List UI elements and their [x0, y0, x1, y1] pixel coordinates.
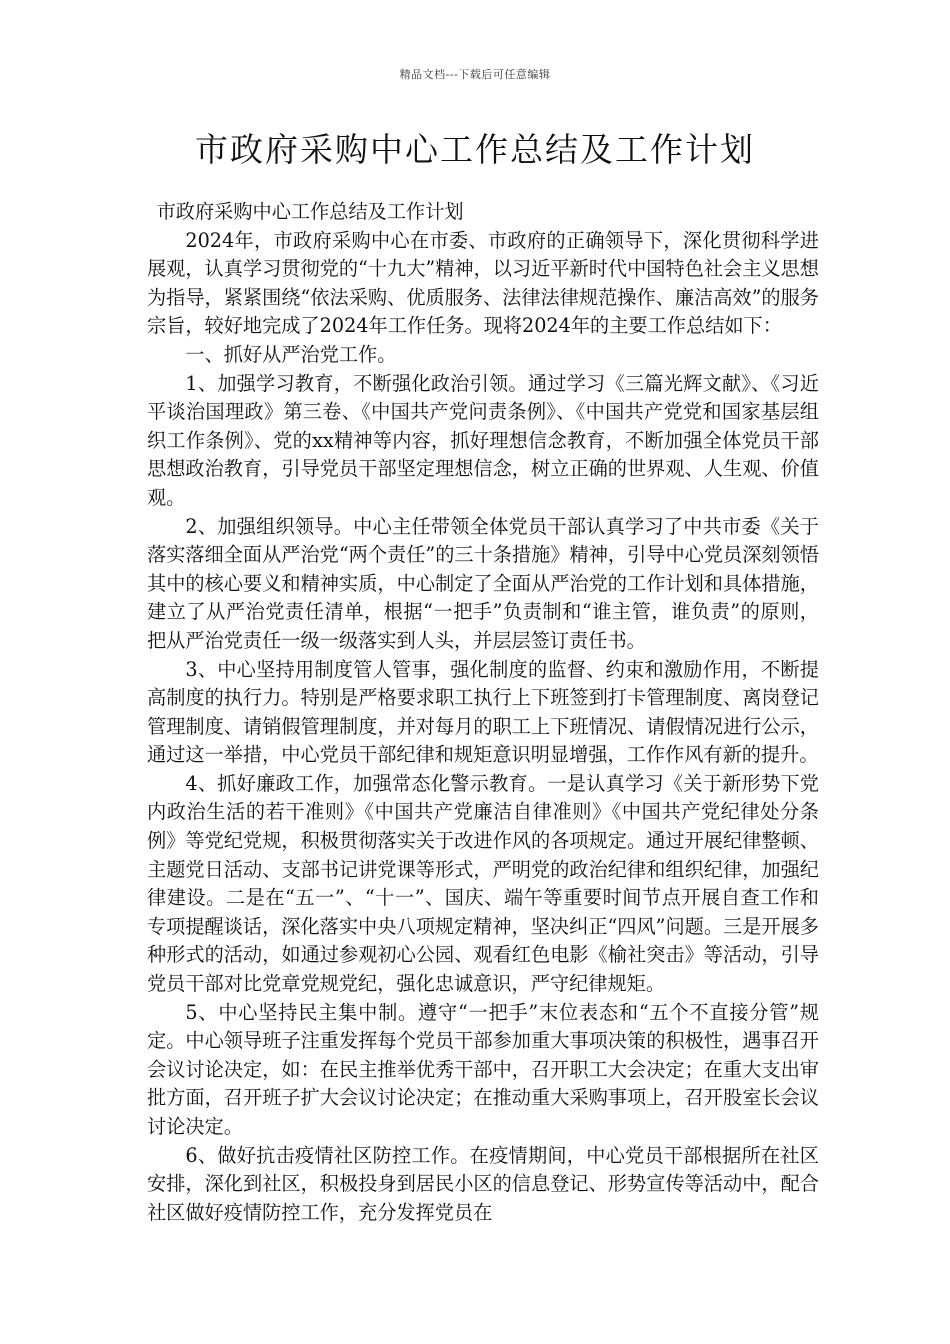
paragraph-intro: 2024年，市政府采购中心在市委、市政府的正确领导下，深化贯彻科学进展观，认真学习贯彻党的“十九大”精神，以习近平新时代中国特色社会主义思想为指导，紧紧围绕“依法采购、优质服务、法律法律规范操作、廉洁高效”的服务宗旨，较好地完成了2024年工作任务。现将2024年的主要工作总结如下：	[147, 228, 819, 338]
document-title: 市政府采购中心工作总结及工作计划	[195, 130, 755, 169]
header-note: 精品文档---下载后可任意编辑	[399, 68, 551, 81]
paragraph-item-5: 5、中心坚持民主集中制。遵守“一把手”末位表态和“五个不直接分管”规定。中心领导班子注重发挥每个党员干部参加重大事项决策的积极性，遇事召开会议讨论决定，如：在民主推举优秀干部中，召开职工大会决定；在重大支出审批方面，召开班子扩大会议讨论决定；在推动重大采购事项上，召开股室长会议讨论决定。	[147, 1000, 819, 1138]
paragraph-item-4: 4、抓好廉政工作，加强常态化警示教育。一是认真学习《关于新形势下党内政治生活的若干准则》《中国共产党廉洁自律准则》《中国共产党纪律处分条例》等党纪党规，积极贯彻落实关于改进作风的各项规定。通过开展纪律整顿、主题党日活动、支部书记讲党课等形式，严明党的政治纪律和组织纪律，加强纪律建设。二是在“五一”、“十一”、国庆、端午等重要时间节点开展自查工作和专项提醒谈话，深化落实中央八项规定精神，坚决纠正“四风”问题。三是开展多种形式的活动，如通过参观初心公园、观看红色电影《榆社突击》等活动，引导党员干部对比党章党规党纪，强化忠诚意识，严守纪律规矩。	[147, 771, 819, 996]
paragraph-item-2: 2、加强组织领导。中心主任带领全体党员干部认真学习了中共市委《关于落实落细全面从严治党“两个责任”的三十条措施》精神，引导中心党员深刻领悟其中的核心要义和精神实质，中心制定了全面从严治党的工作计划和具体措施，建立了从严治党责任清单，根据“一把手”负责制和“谁主管，谁负责”的原则，把从严治党责任一级一级落实到人头，并层层签订责任书。	[147, 514, 819, 652]
body-subtitle: 市政府采购中心工作总结及工作计划	[156, 200, 464, 223]
section-heading: 一、抓好从严治党工作。	[185, 342, 397, 366]
paragraph-item-3: 3、中心坚持用制度管人管事，强化制度的监督、约束和激励作用，不断提高制度的执行力。特别是严格要求职工执行上下班签到打卡管理制度、离岗登记管理制度、请销假管理制度，并对每月的职工上下班情况、请假情况进行公示，通过这一举措，中心党员干部纪律和规矩意识明显增强，工作作风有新的提升。	[147, 657, 819, 767]
paragraph-item-6: 6、做好抗击疫情社区防控工作。在疫情期间，中心党员干部根据所在社区安排，深化到社区，积极投身到居民小区的信息登记、形势宣传等活动中，配合社区做好疫情防控工作，充分发挥党员在	[147, 1143, 819, 1224]
paragraph-item-1: 1、加强学习教育，不断强化政治引领。通过学习《三篇光辉文献》、《习近平谈治国理政》第三卷、《中国共产党问责条例》、《中国共产党党和国家基层组织工作条例》、党的xx精神等内容，抓好理想信念教育，不断加强全体党员干部思想政治教育，引导党员干部坚定理想信念，树立正确的世界观、人生观、价值观。	[147, 371, 819, 509]
document-body	[147, 198, 819, 1227]
